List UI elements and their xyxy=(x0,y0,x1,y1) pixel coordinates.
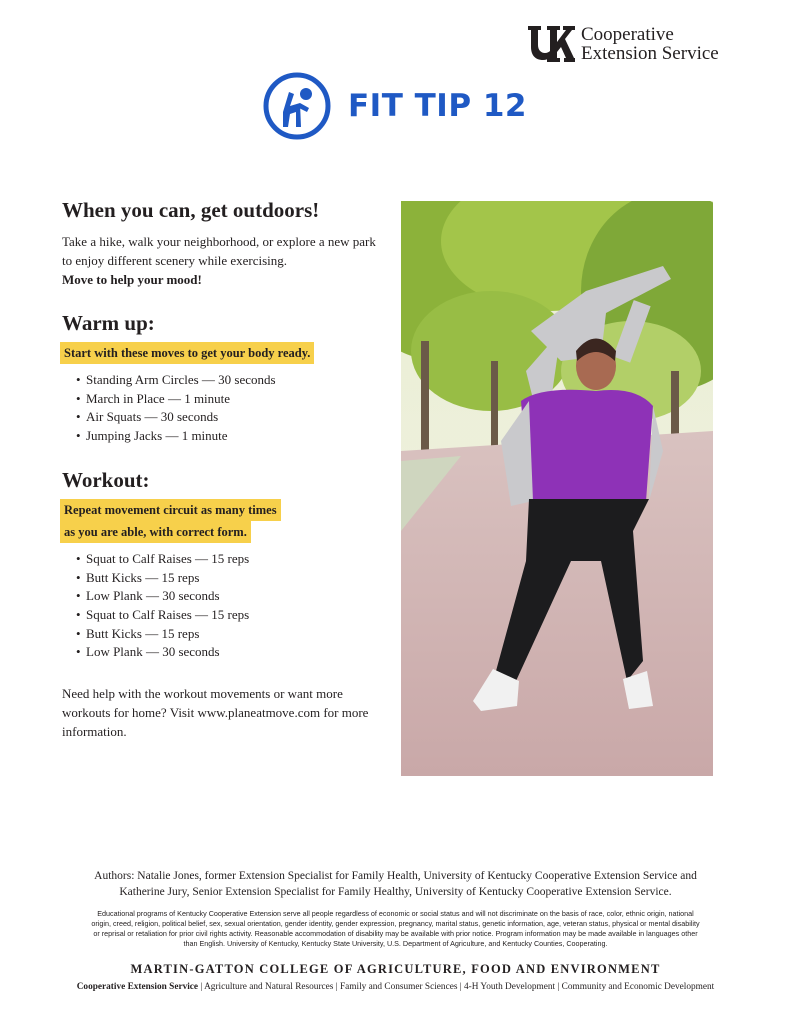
intro-bold: Move to help your mood! xyxy=(62,272,202,287)
workout-highlight-1: Repeat movement circuit as many times xyxy=(60,499,281,521)
workout-list xyxy=(62,550,382,662)
list-item: • Butt Kicks — 15 reps xyxy=(76,569,382,588)
separator: | xyxy=(557,982,560,992)
list-item: • Air Squats — 30 seconds xyxy=(76,408,382,427)
authors-line-2: Katherine Jury, Senior Extension Specialist for Family Healthy, University of Kentucky Cooperative Extension Service. xyxy=(119,886,672,898)
page-title: FIT TIP 12 xyxy=(348,88,527,124)
unit-3: Family and Consumer Sciences xyxy=(339,982,458,992)
extension-units xyxy=(30,982,761,992)
list-item: • Squat to Calf Raises — 15 reps xyxy=(76,606,382,625)
list-item: • Low Plank — 30 seconds xyxy=(76,587,382,606)
workout-highlight-2: as you are able, with correct form. xyxy=(60,521,251,543)
logo-line-1: Cooperative xyxy=(581,24,674,45)
separator: | xyxy=(459,982,462,992)
intro-body: Take a hike, walk your neighborhood, or explore a new park to enjoy different scenery while exercising. xyxy=(62,234,376,268)
unit-5: Community and Economic Development xyxy=(561,982,715,992)
list-item: • Low Plank — 30 seconds xyxy=(76,643,382,662)
warmup-highlight: Start with these moves to get your body ready. xyxy=(60,342,314,364)
intro-heading: When you can, get outdoors! xyxy=(62,198,320,222)
uk-logo xyxy=(527,24,719,64)
uk-logo-icon xyxy=(527,24,575,64)
list-item: • March in Place — 1 minute xyxy=(76,390,382,409)
unit-1: Cooperative Extension Service xyxy=(76,982,199,992)
logo-line-2: Extension Service xyxy=(581,43,719,64)
workout-heading: Workout: xyxy=(62,467,150,492)
fine-print: Educational programs of Kentucky Cooperative Extension serve all people regardless of economic or social status and will not discriminate on the basis of race, color, ethnic origin, national origin, creed, religion, political belief, sex, sexual orientation, gender identity, gender expression, pregnancy, marital status, genetic information, age, veteran status, physical or mental disability or reprisal or retaliation for prior civil rights activity. Reasonable accommodation of disability may be available with prior notice. Program information may be made available in languages other than English. University of Kentucky, Kentucky State University, U.S. Department of Agriculture, and Kentucky Counties, Cooperating. xyxy=(91,909,700,948)
list-item: • Standing Arm Circles — 30 seconds xyxy=(76,371,382,390)
authors xyxy=(40,868,751,900)
content-column xyxy=(62,198,382,754)
college-name: MARTIN-GATTON COLLEGE OF AGRICULTURE, FOOD AND ENVIRONMENT xyxy=(130,962,661,976)
list-item: • Butt Kicks — 15 reps xyxy=(76,625,382,644)
title-row xyxy=(263,72,527,140)
exercise-photo xyxy=(401,201,713,776)
warmup-list xyxy=(62,371,382,446)
list-item: • Squat to Calf Raises — 15 reps xyxy=(76,550,382,569)
separator: | xyxy=(200,982,203,992)
warmup-heading: Warm up: xyxy=(62,311,155,335)
list-item: • Jumping Jacks — 1 minute xyxy=(76,427,382,446)
unit-2: Agriculture and Natural Resources xyxy=(204,982,334,992)
separator: | xyxy=(335,982,338,992)
authors-line-1: Authors: Natalie Jones, former Extension Specialist for Family Health, University of Kentucky Cooperative Extension Service and xyxy=(94,870,697,882)
help-text: Need help with the workout movements or want more workouts for home? Visit www.planeatmove.com for more information. xyxy=(62,686,369,740)
unit-4: 4-H Youth Development xyxy=(463,982,556,992)
intro-text xyxy=(62,232,382,289)
stretching-person-icon xyxy=(263,72,331,140)
